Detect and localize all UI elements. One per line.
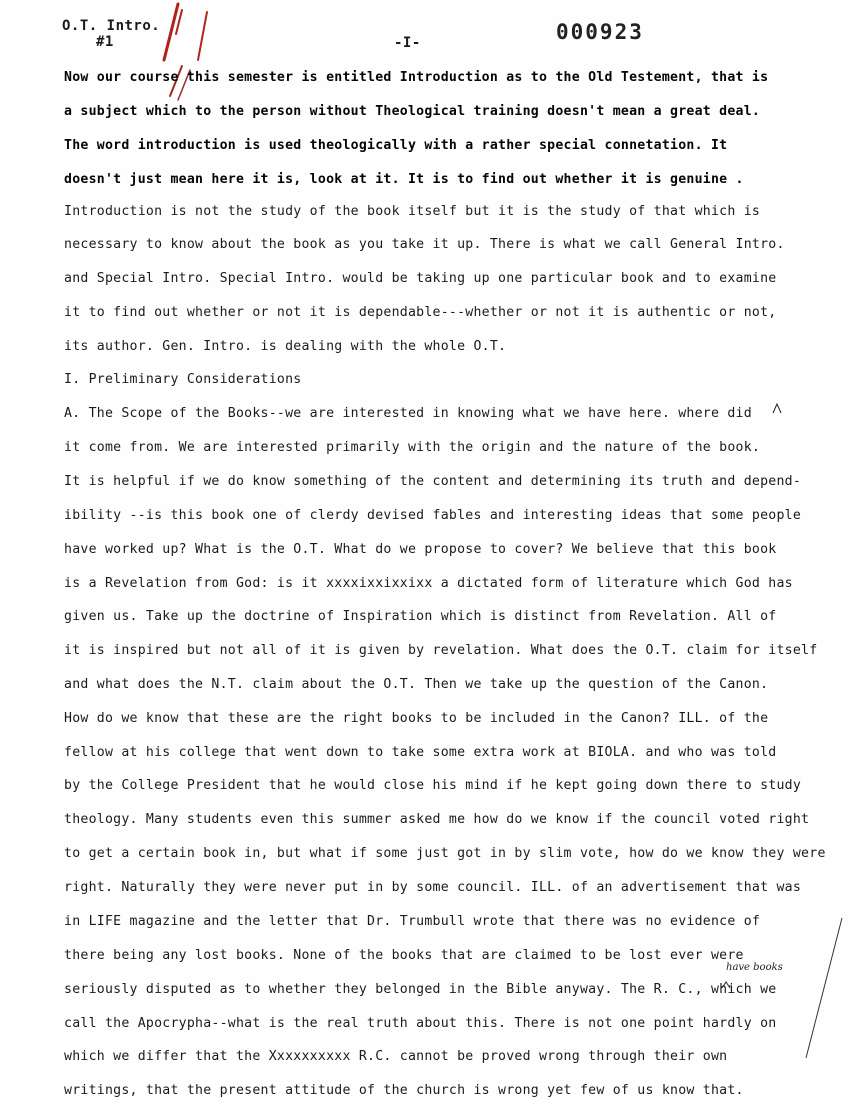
text-line-17: given us. Take up the doctrine of Inspiration which is distinct from Revelation. All of <box>64 609 777 624</box>
text-line-1: Now our course this semester is entitled Introduction as to the Old Testement, that is <box>64 70 769 85</box>
text-line-5: Introduction is not the study of the book itself but it is the study of that which is <box>64 204 761 219</box>
text-line-19: and what does the N.T. claim about the O.T. Then we take up the question of the Canon. <box>64 677 769 692</box>
text-line-8: it to find out whether or not it is dependable---whether or not it is authentic or not, <box>64 305 777 320</box>
text-line-29: call the Apocrypha--what is the real truth about this. There is not one point hardly on <box>64 1016 777 1031</box>
text-line-30: which we differ that the Xxxxxxxxxx R.C. cannot be proved wrong through their own <box>64 1049 728 1064</box>
handwritten-margin-note: have books <box>726 962 783 973</box>
page-number: -I- <box>394 35 421 51</box>
text-line-20: How do we know that these are the right books to be included in the Canon? ILL. of the <box>64 711 769 726</box>
section-heading: I. Preliminary Considerations <box>64 372 302 387</box>
text-line-6: necessary to know about the book as you take it up. There is what we call General Intro. <box>64 237 785 252</box>
document-number-stamp: 000923 <box>556 20 644 44</box>
red-stroke-1 <box>164 4 178 60</box>
text-line-18: it is inspired but not all of it is given by revelation. What does the O.T. claim for itself <box>64 643 818 658</box>
text-line-13: It is helpful if we do know something of the content and determining its truth and depend- <box>64 474 802 489</box>
text-line-15: have worked up? What is the O.T. What do we propose to cover? We believe that this book <box>64 542 777 557</box>
text-line-26: in LIFE magazine and the letter that Dr. Trumbull wrote that there was no evidence of <box>64 914 761 929</box>
pencil-slash <box>806 918 842 1058</box>
text-line-21: fellow at his college that went down to take some extra work at BIOLA. and who was told <box>64 745 777 760</box>
text-line-25: right. Naturally they were never put in by some council. ILL. of an advertisement that was <box>64 880 802 895</box>
text-line-3: The word introduction is used theologically with a rather special connetation. It <box>64 138 728 153</box>
text-line-28: seriously disputed as to whether they belonged in the Bible anyway. The R. C., which we <box>64 982 777 997</box>
text-line-23: theology. Many students even this summer asked me how do we know if the council voted right <box>64 812 810 827</box>
text-line-22: by the College President that he would close his mind if he kept going down there to study <box>64 778 802 793</box>
text-line-4: doesn't just mean here it is, look at it. It is to find out whether it is genuine . <box>64 172 744 187</box>
text-line-14: ibility --is this book one of clerdy devised fables and interesting ideas that some people <box>64 508 802 523</box>
text-line-31: writings, that the present attitude of the church is wrong yet few of us know that. <box>64 1083 744 1098</box>
text-line-2: a subject which to the person without Theological training doesn't mean a great deal. <box>64 104 761 119</box>
text-line-27: there being any lost books. None of the books that are claimed to be lost ever were <box>64 948 744 963</box>
text-line-12: it come from. We are interested primarily with the origin and the nature of the book. <box>64 440 761 455</box>
text-line-11: A. The Scope of the Books--we are interested in knowing what we have here. where did <box>64 406 752 421</box>
text-line-9: its author. Gen. Intro. is dealing with the whole O.T. <box>64 339 507 354</box>
red-stroke-2 <box>176 10 182 34</box>
text-line-16: is a Revelation from God: is it xxxxixxixxixx a dictated form of literature which God has <box>64 576 793 591</box>
text-line-7: and Special Intro. Special Intro. would be taking up one particular book and to examine <box>64 271 777 286</box>
course-title: O.T. Intro. <box>62 18 161 34</box>
red-stroke-3 <box>198 12 207 60</box>
lecture-number: #1 <box>96 34 114 50</box>
caret-mark-1 <box>773 404 781 413</box>
text-line-24: to get a certain book in, but what if some just got in by slim vote, how do we know they were <box>64 846 826 861</box>
